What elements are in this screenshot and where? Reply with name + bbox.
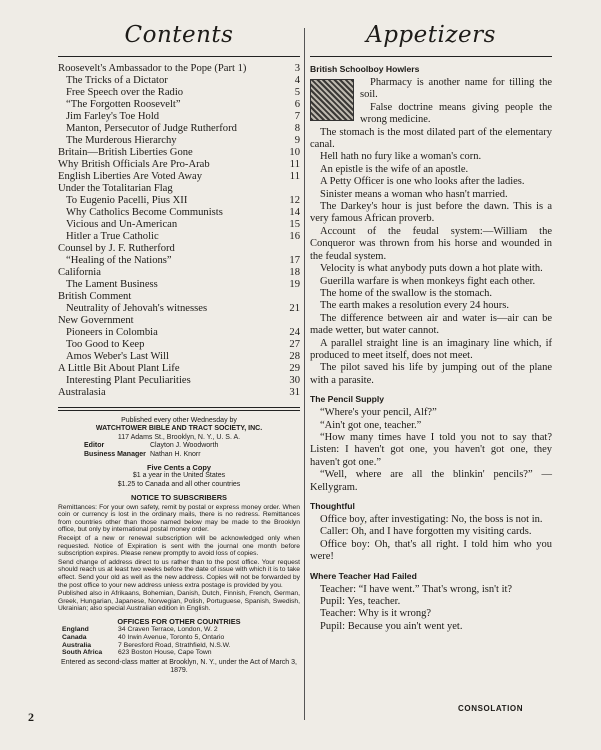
appetizers-body [310,64,552,633]
toc-entry-title: English Liberties Are Voted Away [58,171,202,182]
toc-entry-title: “Healing of the Nations” [66,255,172,266]
column-divider [304,28,305,720]
price-heading: Five Cents a Copy [146,463,212,473]
toc-entry-title: Free Speech over the Radio [66,87,184,98]
toc-entry [58,291,300,303]
toc-entry-page: 16 [289,231,300,242]
toc-entry-page: 6 [294,99,300,110]
office-address: 7 Beresford Road, Strathfield, N.S.W. [118,641,231,649]
toc-entry [58,159,300,171]
toc-entry-title: Interesting Plant Peculiarities [66,375,191,386]
paragraph: Pharmacy is another name for tilling the soil. [360,77,552,101]
paragraph: “How many times have I told you not to say that? Listen: I haven't got one, you haven't got one, they haven't got one.” [310,431,552,468]
toc-entry-title: Jim Farley's Toe Hold [66,111,160,122]
paragraph: A parallel straight line is an imaginary line which, if produced to meet itself, does not meet. [310,337,552,361]
section-heading: The Pencil Supply [310,394,385,405]
paragraph: Pupil: Because you ain't went yet. [320,620,463,632]
toc-entry-page: 15 [289,219,300,230]
toc-entry [58,267,300,279]
toc-entry [58,231,300,243]
paragraph: False doctrine means giving people the wrong medicine. [360,101,552,126]
notice-languages: Published also in Afrikaans, Bohemian, Danish, Dutch, Finnish, French, German, Greek, Hungarian, Japanese, Norwegian, Polish, Portuguese, Spanish, Swedish, Ukrainian; also special Australian edition in English. [58,590,300,613]
toc-entry-title: Hitler a True Catholic [66,231,159,242]
staff-role: Business Manager [84,450,146,458]
toc-entry [58,315,300,327]
toc-entry-title: Counsel by J. F. Rutherford [58,243,175,254]
toc-entry-title: Australasia [58,387,106,398]
toc-entry-title: The Tricks of a Dictator [66,75,168,86]
toc-entry-page: 14 [289,207,300,218]
toc-entry-page: 11 [289,171,300,182]
section-text [310,407,552,494]
rate-other: $1.25 to Canada and all other countries [117,480,241,488]
toc-entry-title: British Comment [58,291,132,302]
toc-entry-page: 30 [289,375,300,386]
toc-entry-title: The Lament Business [66,279,158,290]
published-line: Published every other Wednesday by [121,417,237,424]
paragraph: Pupil: Yes, teacher. [320,596,401,608]
right-column [310,0,552,633]
publisher-address: 117 Adams St., Brooklyn, N. Y., U. S. A. [117,433,241,441]
toc-entry-title: Amos Weber's Last Will [66,351,169,362]
toc-entry-page [286,291,300,303]
toc-entry [58,63,300,75]
toc-entry-page: 28 [289,351,300,362]
masthead-rule [58,407,300,408]
appetizers-title: Appetizers [366,22,496,48]
toc-entry-title: A Little Bit About Plant Life [58,363,180,374]
toc-entry-page: 10 [289,147,300,158]
office-address: 623 Boston House, Cape Town [118,649,212,657]
toc-entry-title: “The Forgotten Roosevelt” [66,99,181,110]
toc-entry-page: 11 [289,159,300,170]
section-text [310,77,552,387]
toc-entry-title: Why Catholics Become Communists [66,207,223,218]
staff-name: Clayton J. Woodworth [150,442,219,450]
paragraph: Sinister means a woman who hasn't married. [320,188,508,200]
paragraph: The home of the swallow is the stomach. [320,287,493,299]
paragraph: Account of the feudal system:—William the Conqueror was thrown from his horse and wounded in the feudal system. [310,225,552,262]
toc-entry-page: 27 [289,339,300,350]
toc-entry [58,171,300,183]
toc-entry-page: 24 [289,327,300,338]
page-number: 2 [28,710,34,724]
notice-heading: NOTICE TO SUBSCRIBERS [131,493,227,503]
section-heading: British Schoolboy Howlers [310,64,420,74]
toc-entry-page [286,183,300,195]
toc-entry [58,243,300,255]
toc-entry-page: 17 [289,255,300,266]
toc-entry-page: 5 [294,87,300,98]
toc-entry-title: Vicious and Un-American [66,219,178,230]
toc-entry-title: Neutrality of Jehovah's witnesses [66,303,208,314]
publisher-name: WATCHTOWER BIBLE AND TRACT SOCIETY, INC. [95,425,263,433]
toc-entry [58,219,300,231]
masthead [58,417,300,676]
section-text [310,584,552,634]
section-text [310,514,552,564]
toc-entry-title: New Government [58,315,134,326]
offices-heading: OFFICES FOR OTHER COUNTRIES [117,616,241,626]
paragraph: Guerilla warfare is when monkeys fight each other. [320,275,536,287]
toc-entry-title: Pioneers in Colombia [66,327,158,338]
toc-entry-page [286,315,300,327]
staff-name: Nathan H. Knorr [150,450,201,458]
toc-entry [58,87,300,99]
footer-magazine-name: CONSOLATION [458,704,524,713]
office-country: Canada [62,633,87,641]
paragraph: Hell hath no fury like a woman's corn. [320,151,482,163]
toc-entry-title: To Eugenio Pacelli, Pius XII [66,195,188,206]
toc-entry-page: 21 [289,303,300,314]
toc-entry-page: 12 [289,195,300,206]
toc-entry-page: 8 [294,123,300,134]
toc-entry [58,339,300,351]
staff-list [58,442,300,459]
toc-entry-page: 18 [289,267,300,278]
paragraph: The difference between air and water is—air can be made wetter, but water cannot. [310,312,552,337]
toc-entry [58,363,300,375]
toc-entry-page: 31 [289,387,300,398]
toc-entry-title: Under the Totalitarian Flag [58,183,173,194]
toc-entry [58,147,300,159]
toc-entry-title: Too Good to Keep [66,339,145,350]
paragraph: The Darkey's hour is just before the dawn. This is a very famous African proverb. [310,201,552,225]
toc-entry-title: Why British Officials Are Pro-Arab [58,159,210,170]
entered-notice: Entered as second-class matter at Brooklyn, N. Y., under the Act of March 3, 1879. [61,658,297,675]
toc-entry [58,387,300,399]
toc-entry [58,99,300,111]
toc-entry-page: 7 [294,111,300,122]
paragraph: “Where's your pencil, Alf?” [320,407,437,419]
toc-entry-page [286,243,300,255]
title-rule [58,56,300,57]
toc-entry-title: California [58,267,101,278]
paragraph: Office boy: Oh, that's all right. I told him who you were! [310,538,552,563]
left-column [58,0,300,676]
toc-entry [58,255,300,267]
notice-remittances: Remittances: For your own safety, remit by postal or express money order. When coin or currency is lost in the ordinary mails, there is no redress. Remittances from countries other than those named below may be made to the Brooklyn office, but only by international postal money order. [58,503,300,534]
notice-address-change: Send change of address direct to us rather than to the post office. Your request should reach us at least two weeks before the date of issue with which it is to take effect. Send your old as well as the new address. Copies will not be forwarded by the post office to your new address unless extra postage is provided by you. [58,558,300,589]
paragraph: Office boy, after investigating: No, the boss is not in. [320,514,543,525]
toc-entry-page: 4 [294,75,300,86]
toc-entry-title: Manton, Persecutor of Judge Rutherford [66,123,237,134]
toc-entry-page: 29 [289,363,300,374]
masthead-rule-2 [58,410,300,411]
paragraph: Velocity is what anybody puts down a hot plate with. [320,263,543,275]
toc-entry-title: The Murderous Hierarchy [66,135,177,146]
toc-entry-page: 3 [294,63,300,74]
toc-entry [58,75,300,87]
toc-entry-page: 9 [294,135,300,146]
office-country: Australia [62,641,92,649]
toc-entry-title: Britain—British Liberties Gone [58,147,193,158]
toc-entry [58,279,300,291]
paragraph: Teacher: “I have went.” That's wrong, isn't it? [320,583,513,595]
toc-entry [58,135,300,147]
contents-title: Contents [124,22,234,48]
rate-us: $1 a year in the United States [132,472,226,480]
toc-entry [58,303,300,315]
toc-entry [58,123,300,135]
section-heading: Thoughtful [310,501,355,511]
office-address: 40 Irwin Avenue, Toronto 5, Ontario [118,633,225,641]
toc-entry-title: Roosevelt's Ambassador to the Pope (Part 1) [58,63,247,74]
office-country: England [62,626,89,634]
paragraph: The pilot saved his life by jumping out of the plane with a parasite. [310,362,552,386]
staff-role: Editor [84,442,105,450]
toc-entry-page: 19 [289,279,300,290]
toc-entry [58,207,300,219]
title-rule [310,56,552,57]
toc-entry [58,351,300,363]
paragraph: A Petty Officer is one who looks after the ladies. [320,176,525,188]
offices-list [58,626,300,656]
toc-entry [58,375,300,387]
toc-entry [58,111,300,123]
paragraph: The earth makes a resolution every 24 hours. [320,300,509,312]
paragraph: The stomach is the most dilated part of the elementary canal. [310,126,552,151]
table-of-contents [58,63,300,399]
paragraph: Teacher: Why is it wrong? [320,608,432,620]
office-address: 34 Craven Terrace, London, W. 2 [118,626,218,634]
toc-entry [58,327,300,339]
office-country: South Africa [62,649,103,657]
paragraph: An epistle is the wife of an apostle. [320,163,469,175]
section-heading: Where Teacher Had Failed [310,570,417,581]
notice-receipt: Receipt of a new or renewal subscription will be acknowledged only when requested. Notice of Expiration is sent with the journal one month before subscription expires. Please renew promptly to avoid loss of copies. [58,535,300,558]
paragraph: Caller: Oh, and I have forgotten my visiting cards. [320,526,532,538]
paragraph: “Ain't got one, teacher.” [320,419,422,431]
toc-entry [58,183,300,195]
toc-entry [58,195,300,207]
paragraph: “Well, where are all the blinkin' pencils?” —Kellygram. [310,469,552,493]
section-illustration [310,79,354,121]
